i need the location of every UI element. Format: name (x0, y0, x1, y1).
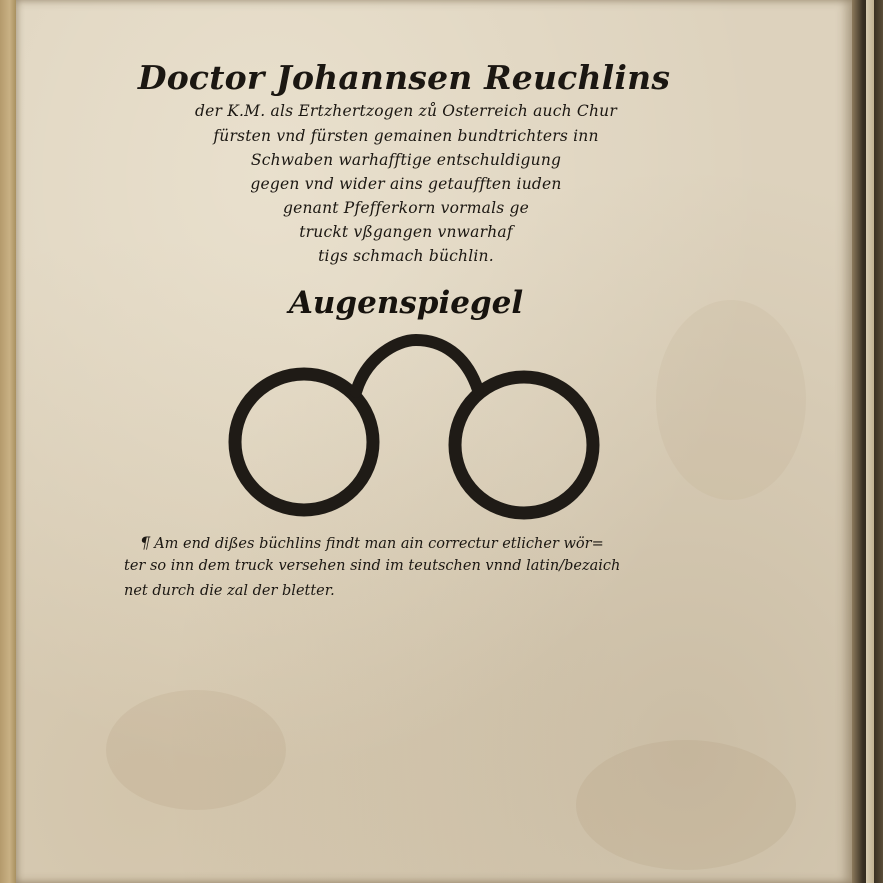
subtitle-augenspiegel: Augenspiegel (288, 285, 524, 321)
paper-stain (106, 690, 286, 810)
title-line-7: truckt vßgangen vnwarhaf (299, 223, 513, 241)
spectacles-woodcut-icon (216, 330, 636, 540)
page-edge-strip (866, 0, 874, 883)
title-page (16, 0, 852, 883)
next-page-edge (852, 0, 883, 883)
title-line-3: fürsten vnd fürsten gemainen bundtrichters inn (213, 127, 599, 145)
note-line-2: ter so inn dem truck versehen sind im teutschen vnnd latin/bezaich (124, 558, 621, 574)
title-line-2: der K.M. als Ertzhertzogen zů Osterreich auch Chur (195, 102, 617, 120)
note-text-1: Am end dißes büchlins findt man ain correctur etlicher wör= (154, 536, 604, 552)
pilcrow-icon: ¶ (140, 533, 151, 552)
bridge (356, 340, 478, 392)
note-line-1 (140, 533, 740, 552)
title-line-1: Doctor Johannsen Reuchlins (137, 58, 671, 97)
title-line-6: genant Pfefferkorn vormals ge (282, 199, 530, 217)
title-line-4: Schwaben warhafftige entschuldigung (250, 151, 562, 169)
right-lens (455, 377, 593, 513)
paper-stain (576, 740, 796, 870)
title-line-5: gegen vnd wider ains getaufften iuden (250, 175, 562, 193)
book-binding-edge (0, 0, 16, 883)
paper-stain (656, 300, 806, 500)
note-line-3: net durch die zal der bletter. (124, 583, 335, 599)
title-line-8: tigs schmach büchlin. (318, 247, 494, 265)
